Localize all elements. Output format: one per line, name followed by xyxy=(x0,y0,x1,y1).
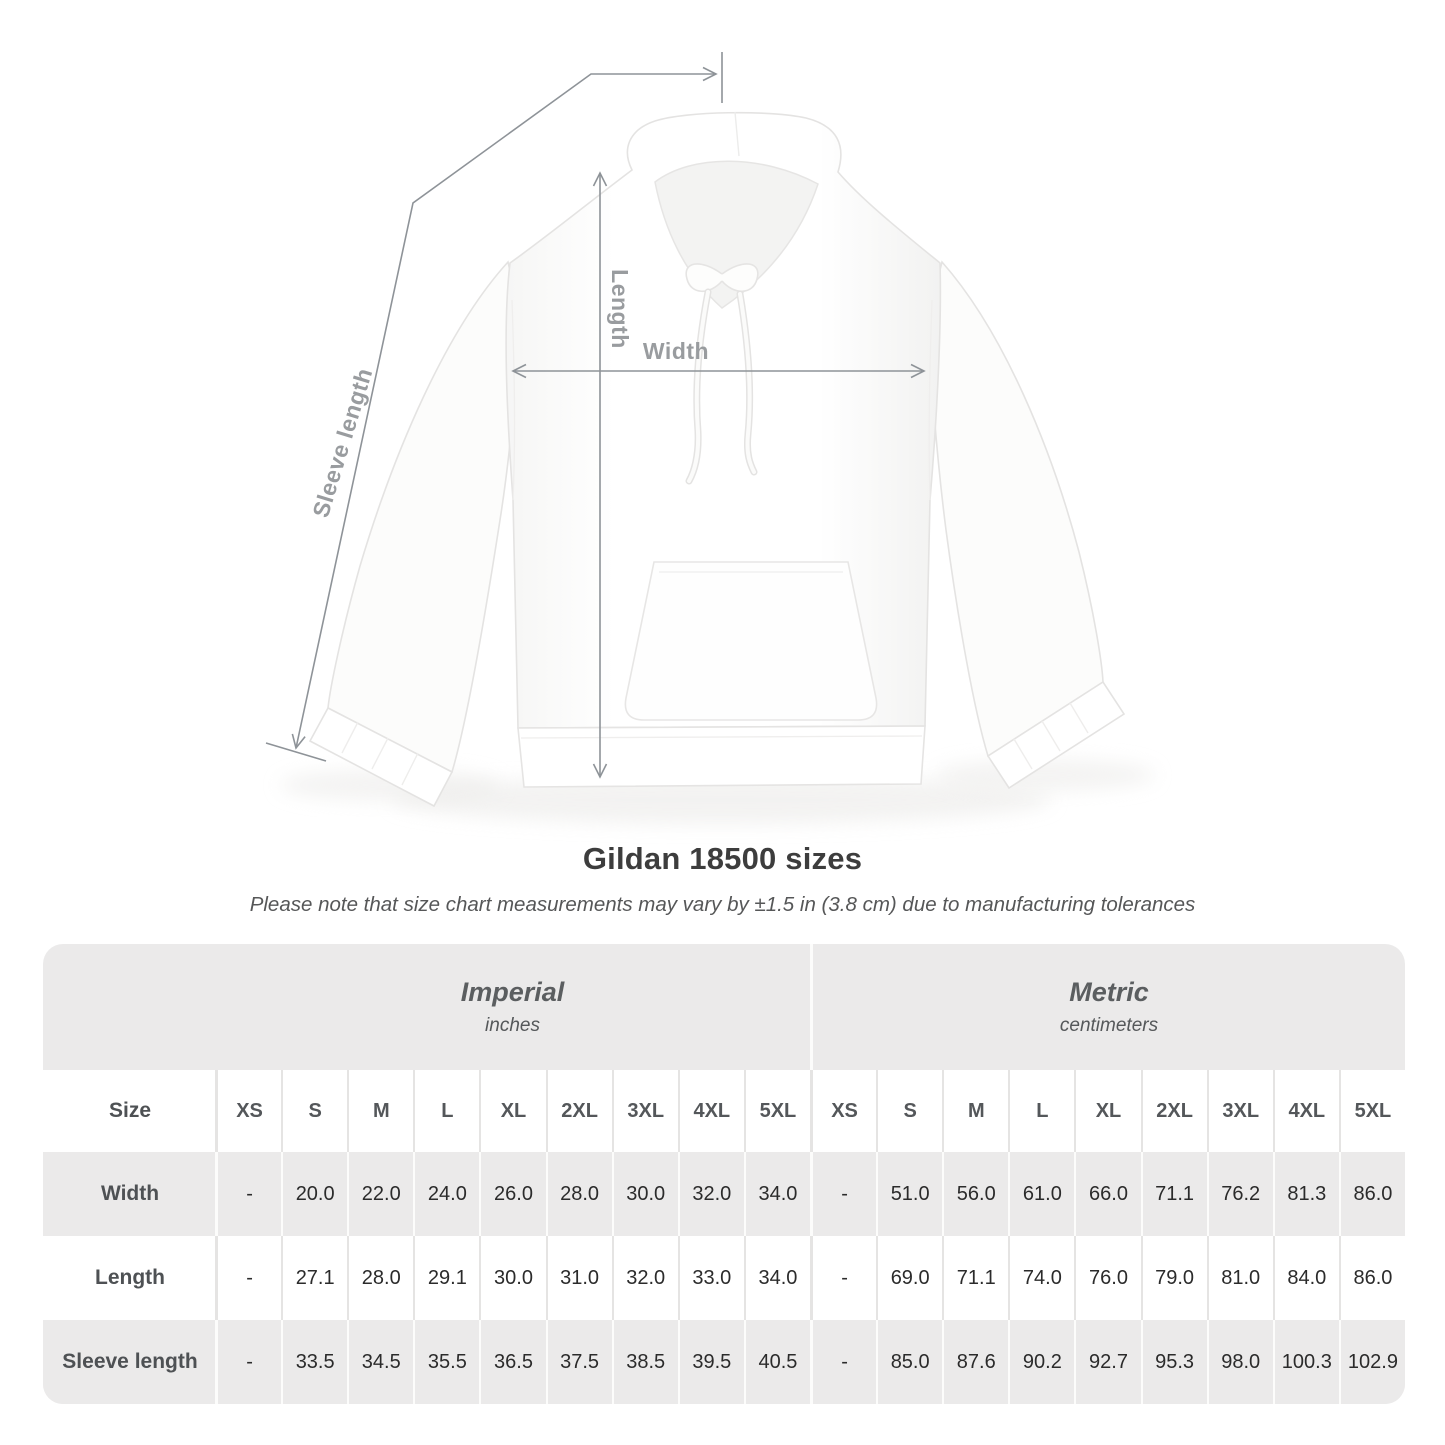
size-value-cell: 30.0 xyxy=(479,1236,545,1320)
size-value-cell: 33.0 xyxy=(678,1236,744,1320)
size-col-header: L xyxy=(413,1070,479,1152)
metric-section-title: Metric xyxy=(1069,977,1149,1007)
size-value-cell: 79.0 xyxy=(1141,1236,1207,1320)
hoodie-hem-band xyxy=(518,726,925,787)
size-value-cell: 28.0 xyxy=(546,1152,612,1236)
size-value-cell: 76.0 xyxy=(1074,1236,1140,1320)
size-value-cell: 27.1 xyxy=(281,1236,347,1320)
size-value-cell: 24.0 xyxy=(413,1152,479,1236)
size-value-cell: 28.0 xyxy=(347,1236,413,1320)
size-col-header: 3XL xyxy=(612,1070,678,1152)
size-value-cell: 90.2 xyxy=(1008,1320,1074,1404)
size-value-cell: 87.6 xyxy=(942,1320,1008,1404)
size-value-cell: - xyxy=(215,1152,281,1236)
size-col-header: 5XL xyxy=(744,1070,810,1152)
table-row-length xyxy=(43,1236,1405,1320)
size-col-header: XS xyxy=(215,1070,281,1152)
size-value-cell: 38.5 xyxy=(612,1320,678,1404)
size-value-cell: 40.5 xyxy=(744,1320,810,1404)
size-value-cell: 26.0 xyxy=(479,1152,545,1236)
page-title: Gildan 18500 sizes xyxy=(582,841,863,876)
size-col-header: L xyxy=(1008,1070,1074,1152)
size-value-cell: 102.9 xyxy=(1339,1320,1405,1404)
size-table xyxy=(43,944,1405,1404)
size-value-cell: 92.7 xyxy=(1074,1320,1140,1404)
size-col-header: 4XL xyxy=(678,1070,744,1152)
imperial-section-title: Imperial xyxy=(460,977,565,1007)
metric-section xyxy=(810,944,1405,1070)
size-value-cell: 84.0 xyxy=(1273,1236,1339,1320)
size-col-header: 4XL xyxy=(1273,1070,1339,1152)
hoodie-right-sleeve xyxy=(928,262,1103,756)
size-value-cell: 34.0 xyxy=(744,1236,810,1320)
hoodie-pocket xyxy=(625,562,876,720)
size-value-cell: 22.0 xyxy=(347,1152,413,1236)
hoodie-illustration xyxy=(280,112,1155,824)
size-value-cell: 39.5 xyxy=(678,1320,744,1404)
size-value-cell: 86.0 xyxy=(1339,1236,1405,1320)
size-value-cell: 36.5 xyxy=(479,1320,545,1404)
hoodie-left-sleeve xyxy=(328,262,520,772)
size-column-header: Size xyxy=(108,1099,152,1122)
size-col-header: XL xyxy=(479,1070,545,1152)
size-value-cell: 86.0 xyxy=(1339,1152,1405,1236)
length-measure-label: Length xyxy=(607,269,633,349)
size-value-cell: 85.0 xyxy=(876,1320,942,1404)
size-value-cell: 66.0 xyxy=(1074,1152,1140,1236)
size-value-cell: 31.0 xyxy=(546,1236,612,1320)
size-col-header: S xyxy=(876,1070,942,1152)
size-value-cell: 74.0 xyxy=(1008,1236,1074,1320)
size-value-cell: 33.5 xyxy=(281,1320,347,1404)
size-value-cell: 34.0 xyxy=(744,1152,810,1236)
size-value-cell: 29.1 xyxy=(413,1236,479,1320)
size-col-header: 3XL xyxy=(1207,1070,1273,1152)
size-header-row xyxy=(43,1070,1405,1152)
size-value-cell: 51.0 xyxy=(876,1152,942,1236)
band-spacer xyxy=(43,944,215,1070)
size-value-cell: 71.1 xyxy=(1141,1152,1207,1236)
size-value-cell: 69.0 xyxy=(876,1236,942,1320)
imperial-section-unit: inches xyxy=(485,1015,540,1036)
size-value-cell: - xyxy=(810,1320,876,1404)
size-value-cell: - xyxy=(810,1236,876,1320)
size-col-header: 2XL xyxy=(546,1070,612,1152)
size-value-cell: 98.0 xyxy=(1207,1320,1273,1404)
size-col-header: XL xyxy=(1074,1070,1140,1152)
size-col-header: XS xyxy=(810,1070,876,1152)
size-col-header: 5XL xyxy=(1339,1070,1405,1152)
size-value-cell: 61.0 xyxy=(1008,1152,1074,1236)
size-value-cell: 32.0 xyxy=(678,1152,744,1236)
size-col-header: M xyxy=(942,1070,1008,1152)
table-row-sleeve-length xyxy=(43,1320,1405,1404)
size-value-cell: 76.2 xyxy=(1207,1152,1273,1236)
size-col-header: M xyxy=(347,1070,413,1152)
imperial-section xyxy=(215,944,810,1070)
size-value-cell: 81.3 xyxy=(1273,1152,1339,1236)
size-value-cell: - xyxy=(215,1236,281,1320)
size-value-cell: 20.0 xyxy=(281,1152,347,1236)
size-value-cell: 32.0 xyxy=(612,1236,678,1320)
row-label: Sleeve length xyxy=(62,1350,198,1373)
size-value-cell: 56.0 xyxy=(942,1152,1008,1236)
table-row-width xyxy=(43,1152,1405,1236)
unit-section-band xyxy=(43,944,1405,1070)
size-value-cell: 81.0 xyxy=(1207,1236,1273,1320)
tolerance-note: Please note that size chart measurements may vary by ±1.5 in (3.8 cm) due to manufacturing tolerances xyxy=(249,893,1196,916)
width-measure-label: Width xyxy=(642,338,710,364)
row-label: Width xyxy=(100,1182,160,1205)
row-label: Length xyxy=(95,1266,165,1289)
metric-section-unit: centimeters xyxy=(1059,1015,1159,1036)
size-value-cell: 95.3 xyxy=(1141,1320,1207,1404)
size-value-cell: 100.3 xyxy=(1273,1320,1339,1404)
size-col-header: S xyxy=(281,1070,347,1152)
size-value-cell: 37.5 xyxy=(546,1320,612,1404)
sleeve-length-measure-label: Sleeve length xyxy=(307,364,378,521)
size-value-cell: - xyxy=(810,1152,876,1236)
size-value-cell: 35.5 xyxy=(413,1320,479,1404)
size-value-cell: 34.5 xyxy=(347,1320,413,1404)
size-value-cell: - xyxy=(215,1320,281,1404)
size-value-cell: 71.1 xyxy=(942,1236,1008,1320)
size-col-header: 2XL xyxy=(1141,1070,1207,1152)
size-value-cell: 30.0 xyxy=(612,1152,678,1236)
